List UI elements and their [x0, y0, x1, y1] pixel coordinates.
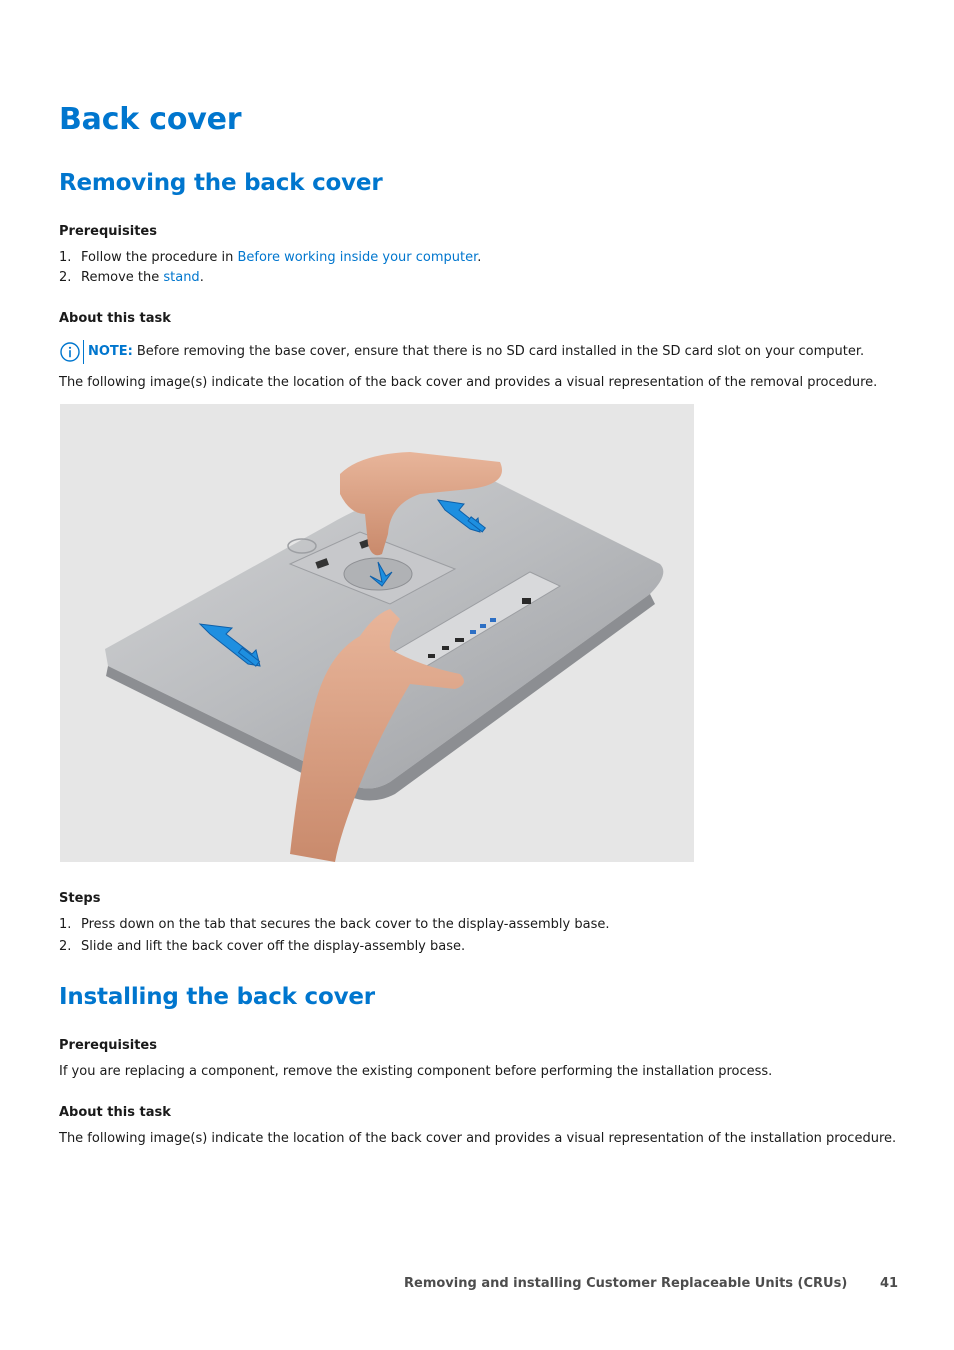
prerequisites-heading: Prerequisites: [59, 224, 157, 239]
install-about-task-heading: About this task: [59, 1105, 171, 1120]
install-intro-text: The following image(s) indicate the location of the back cover and provides a visual representation of the installation procedure.: [59, 1131, 897, 1146]
note-callout: [59, 340, 864, 364]
install-prereq-text: If you are replacing a component, remove the existing component before performing the installation process.: [59, 1064, 773, 1079]
prereq-item-1: 1. Follow the procedure in Before working inside your computer.: [59, 250, 482, 265]
note-divider: [83, 340, 84, 364]
removal-intro-text: The following image(s) indicate the location of the back cover and provides a visual representation of the removal procedure.: [59, 375, 878, 390]
info-icon: [59, 341, 81, 363]
note-text: Before removing the base cover, ensure that there is no SD card installed in the SD card slot on your computer.: [136, 344, 865, 359]
about-task-heading: About this task: [59, 311, 171, 326]
prereq-item-2: 2. Remove the stand.: [59, 270, 204, 285]
section-heading-removing: Removing the back cover: [59, 170, 383, 196]
install-prerequisites-heading: Prerequisites: [59, 1038, 157, 1053]
footer-chapter-title: Removing and installing Customer Replaceable Units (CRUs): [404, 1276, 848, 1291]
page-title: Back cover: [59, 102, 242, 137]
section-heading-installing: Installing the back cover: [59, 984, 375, 1010]
page-number: 41: [880, 1276, 899, 1291]
step-item-1: 1. Press down on the tab that secures the back cover to the display-assembly base.: [59, 917, 610, 932]
removal-figure: [60, 404, 694, 862]
before-working-link[interactable]: Before working inside your computer: [237, 250, 478, 265]
stand-link[interactable]: stand: [163, 270, 200, 285]
step-item-2: 2. Slide and lift the back cover off the display-assembly base.: [59, 939, 466, 954]
note-label: NOTE:: [88, 344, 133, 359]
steps-heading: Steps: [59, 891, 101, 906]
back-cover-illustration: [60, 404, 694, 862]
